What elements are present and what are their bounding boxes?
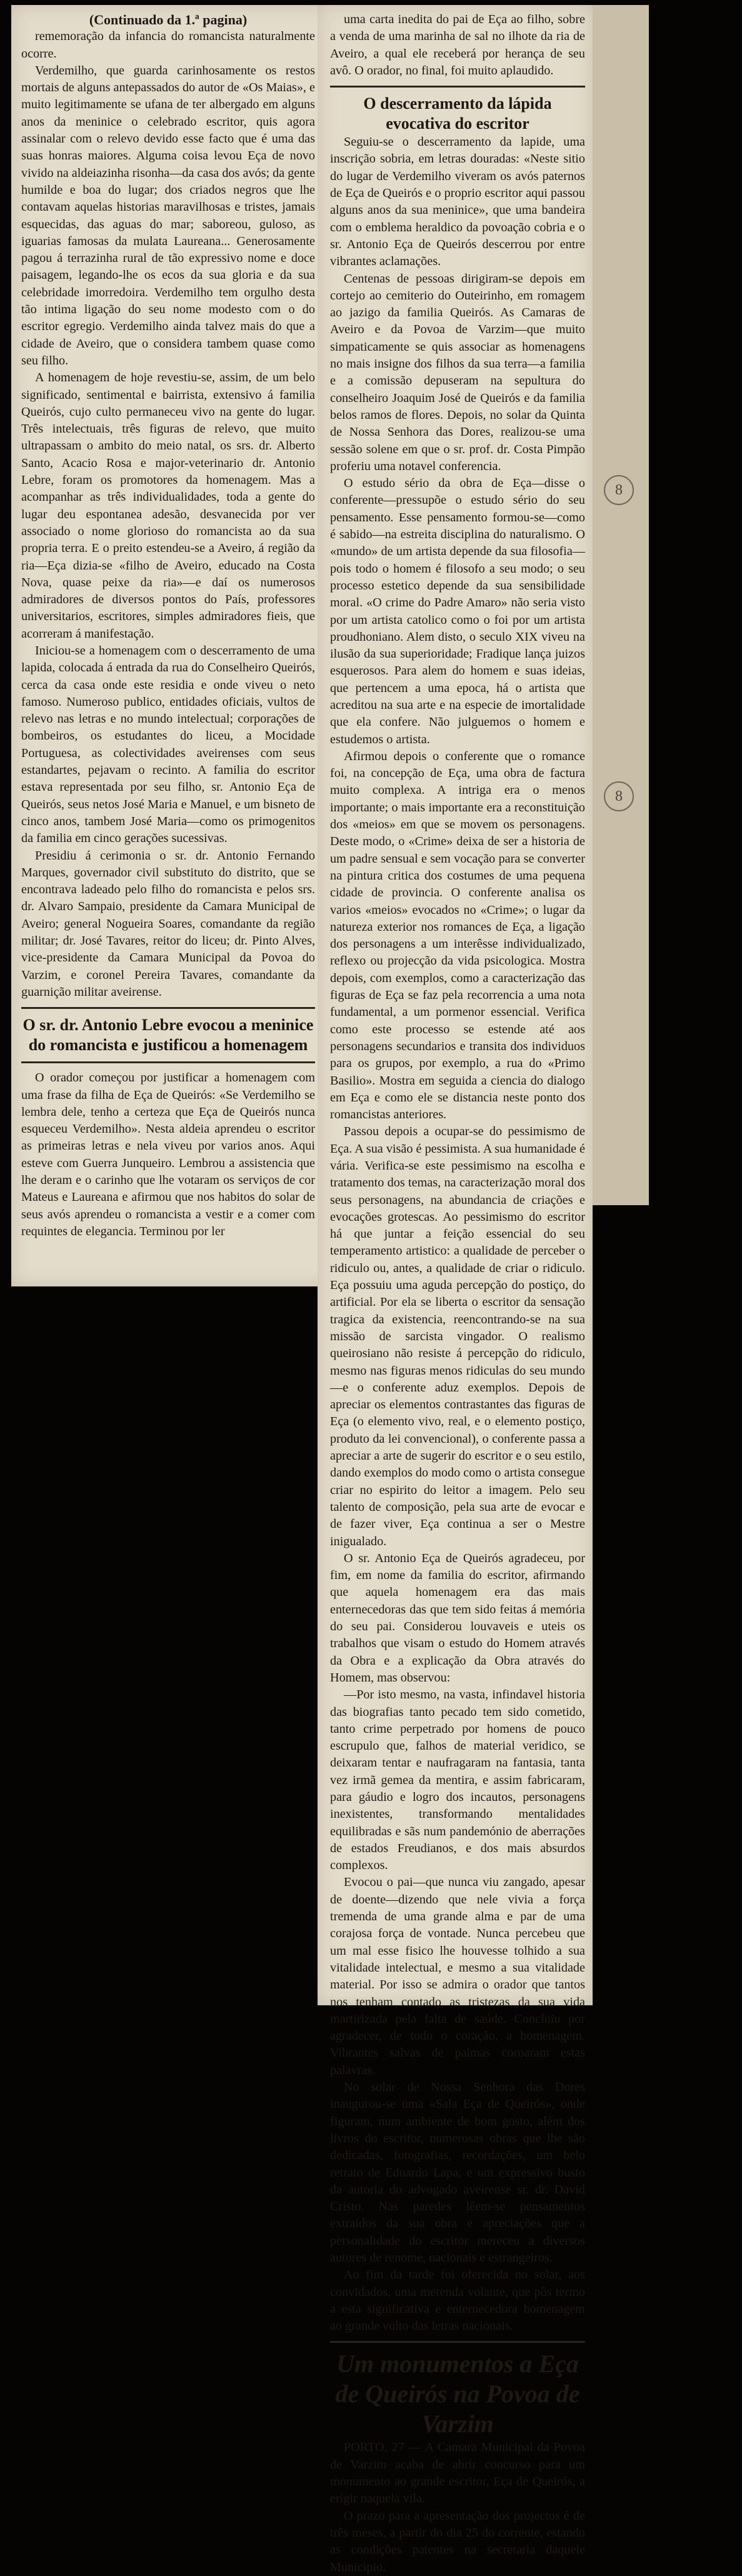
paragraph: uma carta inedita do pai de Eça ao filho, sobre a venda de uma marinha de sal no ilhote da ria de Aveiro, a qual ele receberá por herança de seu avô. O orador, no final, foi muito aplaudido. [330,13,585,78]
paragraph: Verdemilho, que guarda carinhosamente os restos mortais de alguns antepassados do autor de «Os Maias», e muito legitimamente se ufana de ter albergado em alguns anos da meninice o celebrado escritor, quis agora assinalar com o relevo devido esse facto que é uma das suas honras maiores. Alguma coisa levou Eça de novo vivido na aldeiazinha risonha—da casa dos avós; da gente humilde e boa do lugar; dos criados negros que lhe contavam aquelas historias maravilhosas e tristes, jamais esquecidas, das aguas do mar; saboreou, guloso, as iguarias famosas da mulata Laureana... Generosamente pagou á terrazinha rural de tão expressivo nome e doce paisagem, legando-lhe os ecos da sua gloria e da sua celebridade imorredoira. Verdemilho tem orgulho desta tão intima ligação do seu nome modesto com o do escritor egregio. Verdemilho ainda talvez mais do que a cidade de Aveiro, que o considera tambem quase como seu filho. [21,63,315,368]
divider [21,1061,315,1063]
paragraph: —Por isto mesmo, na vasta, infindavel historia das biografias tanto pecado tem sido cometido, tanto crime perpetrado por homens de pouco escrupulo que, falhos de material veridico, se deixaram tentar e naufragaram na fantasia, tanta vez irmã gemea da mentira, e assim fabricaram, para gáudio e logro dos incautos, personagens inexistentes, transformando mentalidades equilibradas e sãs num pandemónio de aberrações de estados Freudianos, e dos mais absurdos complexos. [330,1688,585,1873]
column-right [330,11,585,2576]
paragraph: A homenagem de hoje revestiu-se, assim, de um belo significado, sentimental e bairrista, extensivo á familia Queirós, cujo culto permaneceu vivo na gente do lugar. Três intelectuais, três figuras de relevo, que muito ultrapassam o ambito do meio natal, os srs. dr. Alberto Santo, Acacio Rosa e major-veterinario dr. Antonio Lebre, foram os promotores da homenagem. Mas a acompanhar as três individualidades, toda a gente do lugar deu espontanea adesão, desvanecida por ver associado o nome glorioso do romancista ao da sua propria terra. E o preito estendeu-se a Aveiro, á região da ria—Eça dizia-se «filho de Aveiro, educado na Costa Nova, quase peixe da ria»—e daí os numerosos admiradores de diversos pontos do País, professores universitarios, escritores, simples admiradores fieis, que acorreram á manifestação. [21,371,315,641]
paragraph: Afirmou depois o conferente que o romance foi, na concepção de Eça, uma obra de factura muito complexa. A intriga era o menos importante; o mais importante era a reconstituição dos «meios» em que se movem os personagens. Deste modo, o «Crime» deixa de ser a historia de um padre sensual e sem vocação para se converter na pintura critica dos costumes de uma pequena cidade de provincia. O conferente analisa os varios «meios» evocados no «Crime»; o lugar da natureza exterior nos romances de Eça, a ligação dos personagens a um interêsse individualizado, reflexo ou projecção da vida psicologica. Mostra depois, com exemplos, como a caracterização das figuras de Eça se faz pela recorrencia a uma nota fundamental, a um pormenor essencial. Verifica como este processo se estende até aos personagens secundarios e transita dos individuos para os grupos, por exemplo, a rua do «Primo Basilio». Mostra em seguida a ciencia do dialogo em Eça e como ele se distancia neste ponto dos romancistas anteriores. [330,749,585,1122]
paragraph: Iniciou-se a homenagem com o descerramento de uma lapida, colocada á entrada da rua do Conselheiro Queirós, cerca da casa onde este residia e onde viveu o neto famoso. Numeroso publico, entidades oficiais, vultos de relevo nas letras e no mundo intelectual; corporações de bombeiros, os estudantes do liceu, a Mocidade Portuguesa, as colectividades aveirenses com seus estandartes, pejavam o recinto. A familia do escritor estava representada por seu filho, sr. Antonio Eça de Queirós, seus netos José Maria e Manuel, e um bisneto de cinco anos, tambem José Maria—como os primogenitos da familia em cinco gerações sucessivas. [21,643,315,846]
paragraph: rememoração da infancia do romancista naturalmente ocorre. [21,29,315,61]
column-left [21,11,315,1240]
paragraph: No solar de Nossa Senhora das Dores inaugurou-se uma «Sala Eça de Queirós», onde figuram, num ambiente de bom gosto, além dos livros do escritor, numerosas obras que lhe são dedicadas, fotografias, recordações, um belo retrato de Eduardo Lapa, e um expressivo busto da autoria do advogado aveirense sr. dr. David Cristo. Nas paredes lêem-se pensamentos extraídos da sua obra e apreciações que a personalidade do escritor mereceu a diversos autores de renome, nacionais e estrangeiros. [330,2080,585,2265]
paragraph: Centenas de pessoas dirigiram-se depois em cortejo ao cemiterio do Outeirinho, em romagem ao jazigo da familia Queirós. As Camaras de Aveiro e da Povoa de Varzim—que muito simpaticamente se quis associar as homenagens no mais insigne dos filhos da sua terra—a familia e a comissão depuseram na sepultura do conselheiro Joaquim José de Queirós e da familia belos ramos de flores. Depois, no solar da Quinta de Nossa Senhora das Dores, realizou-se uma sessão solene em que o sr. prof. dr. Costa Pimpão proferiu uma notavel conferencia. [330,271,585,473]
paragraph: Evocou o pai—que nunca viu zangado, apesar de doente—dizendo que nele vivia a força tremenda de uma grande alma e par de uma corajosa força de vontade. Nunca percebeu que um mal esse fisico lhe houvesse tolhido a sua vitalidade intelectual, e mesmo a sua vitalidade material. Por isso se admira o orador que tantos nos tenham contado as tristezas da sua vida martirizada pela falta de saúde. Concluiu por agradecer, de todo o coração, a homenagem. Vibrantes salvas de palmas coroaram estas palavras. [330,1875,585,2077]
paragraph: Seguiu-se o descerramento da lapide, uma inscrição sobria, em letras douradas: «Neste sitio do lugar de Verdemilho viveram os avós paternos de Eça de Queirós e o proprio escritor aqui passou alguns anos da sua meninice», que uma bandeira com o emblema heraldico da povoação cobria e o sr. Antonio Eça de Queirós descerrou por entre vibrantes aclamações. [330,135,585,269]
paragraph: O sr. Antonio Eça de Queirós agradeceu, por fim, em nome da familia do escritor, afirmando que aquela homenagem era das mais enternecedoras das que tem sido feitas á memória do seu pai. Considerou louvaveis e uteis os trabalhos que visam o estudo do Homem através da Obra e a explicação da Obra através do Homem, mas observou: [330,1551,585,1685]
adjacent-clipping-strip [593,5,649,1205]
article-title: Um monumentos a Eça de Queirós na Povoa de Varzim [335,2350,580,2438]
section-heading: O sr. dr. Antonio Lebre evocou a meninice do romancista e justificou a homenagem [23,1016,314,1055]
section-heading: O descerramento da lápida evocativa do escritor [363,94,552,133]
paragraph: O orador começou por justificar a homenagem com uma frase da filha de Eça de Queirós: «Se Verdemilho se lembra dele, tenho a certeza que Eça de Queirós nunca esqueceu Verdemilho». Nesta aldeia aprendeu o escritor as primeiras letras e nela viveu por varios anos. Aqui esteve com Guerra Junqueiro. Lembrou a assistencia que lhe deram e o carinho que lhe votaram os serviços de cor Mateus e Laureana e afirmou que nos habitos do solar de seus avós aprendeu o romancista a vestir e a comer com requintes de elegancia. Terminou por ler [21,1071,315,1238]
divider [330,86,585,88]
divider [21,1007,315,1009]
strip-mark-icon: 8 [604,781,634,811]
paragraph: O prazo para a apresentação dos projectos é de três meses, a partir do dia 25 do corrente, estando as condições patentes na secretaria daquele Municipio. [330,2508,585,2574]
paragraph: Ao fim da tarde foi oferecida no solar, aos convidados, uma merenda volante, que pôs termo a esta significativa e enternecedora homenagem ao grande vulto das letras nacionais. [330,2268,585,2333]
continued-label: (Continuado da 1.ª pagina) [89,12,248,28]
paragraph: Passou depois a ocupar-se do pessimismo de Eça. A sua visão é pessimista. A sua humanidade é vária. Verifica-se este pessimismo na escolha e tratamento dos temas, na caracterização moral dos seus personagens, na abundancia de criações e evocações grotescas. Ao pessimismo do escritor há que juntar a feição essencial do seu temperamento artistico: a qualidade de perceber o ridiculo ou, antes, a qualidade de criar o ridiculo. Eça possuiu uma aguda percepção do postiço, do artificial. Por ela se liberta o escritor da sensação tragica da existencia, reencontrando-se na sua missão de sarcista vingador. O realismo queirosiano não resiste á percepção do ridiculo, mesmo nas figuras menos ridiculas do seu mundo—e o conferente aduz exemplos. Depois de apreciar os elementos contrastantes das figuras de Eça (o elemento vivo, real, e o elemento postiço, produto da lei convencional), o conferente passa a apreciar a arte de sugerir do escritor e o seu estilo, dando exemplos do modo como o artista consegue criar no espirito do leitor a imagem. Pelo seu talento de composição, pela sua arte de evocar e de fazer viver, Eça continua a ser o Mestre inigualado. [330,1125,585,1548]
strip-mark-icon: 8 [604,475,634,505]
paragraph: Presidiu á cerimonia o sr. dr. Antonio Fernando Marques, governador civil substituto do distrito, que se encontrava ladeado pelo filho do romancista e pelos srs. dr. Alvaro Sampaio, presidente da Camara Municipal de Aveiro; general Nogueira Soares, comandante da região militar; dr. José Tavares, reitor do liceu; dr. Pinto Alves, vice-presidente da Camara Municipal da Povoa do Varzim, e coronel Pereira Tavares, comandante da guarnição militar aveirense. [21,848,315,999]
divider [330,2341,585,2343]
paragraph: PORTO, 27 — A Camara Municipal da Povoa de Varzim acaba de abrir concurso para um monumento ao grande escritor, Eça de Queirós, a erigir naquela vila. [330,2440,585,2506]
paragraph: O estudo sério da obra de Eça—disse o conferente—pressupõe o estudo sério do seu pensamento. Esse pensamento formou-se—como é sabido—na estreita disciplina do naturalismo. O «mundo» de um artista depende da sua filosofia—pois todo o homem é filosofo a seu modo; o seu processo estetico depende da sua sensibilidade moral. «O crime do Padre Amaro» não seria visto por um artista catolico como o foi por um artista proudhoniano. Alem disto, o seculo XIX viveu na ilusão da sua superioridade; Fradique lança juizos esquerosos. Para alem do homem e suas ideias, que pertencem a uma epoca, há o artista que acreditou na sua arte e na especie de imortalidade que ela confere. Não julguemos o homem e estudemos o artista. [330,476,585,746]
